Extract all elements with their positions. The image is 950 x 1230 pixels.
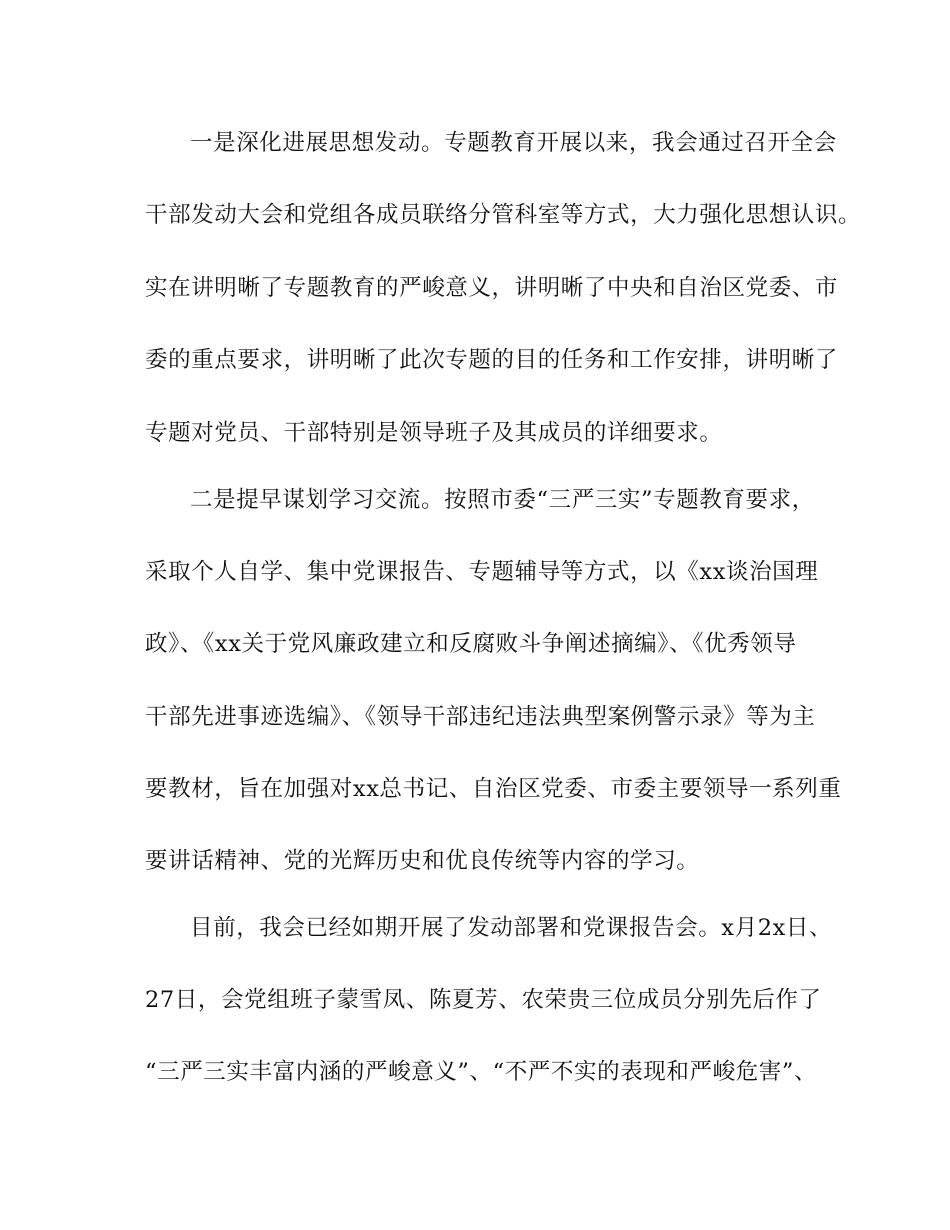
paragraph-1-line-4: 委的重点要求，讲明晰了此次专题的目的任务和工作安排，讲明晰了 (145, 347, 839, 373)
paragraph-2-line-5: 要教材，旨在加强对xx总书记、自治区党委、市委主要领导一系列重 (145, 776, 842, 802)
paragraph-1-line-1: 一是深化进展思想发动。专题教育开展以来，我会通过召开全会 (190, 130, 837, 156)
paragraph-3-line-1: 目前，我会已经如期开展了发动部署和党课报告会。x月2x日、 (190, 915, 833, 941)
paragraph-2-line-6: 要讲话精神、党的光辉历史和优良传统等内容的学习。 (145, 848, 700, 874)
paragraph-2-line-2: 采取个人自学、集中党课报告、专题辅导等方式，以《xx谈治国理 (145, 559, 819, 585)
paragraph-1-line-3: 实在讲明晰了专题教育的严峻意义，讲明晰了中央和自治区党委、市 (145, 275, 839, 301)
paragraph-3-line-2: 27日，会党组班子蒙雪凤、陈夏芳、农荣贵三位成员分别先后作了 (145, 987, 822, 1013)
paragraph-2-line-3: 政》、《xx关于党风廉政建立和反腐败斗争阐述摘编》、《优秀领导 (145, 631, 797, 657)
paragraph-2-line-1: 二是提早谋划学习交流。按照市委“三严三实”专题教育要求， (190, 487, 815, 513)
paragraph-1-line-2: 干部发动大会和党组各成员联络分管科室等方式，大力强化思想认识。 (145, 202, 862, 228)
paragraph-2-line-4: 干部先进事迹选编》、《领导干部违纪违法典型案例警示录》等为主 (145, 704, 816, 730)
paragraph-1-line-5: 专题对党员、干部特别是领导班子及其成员的详细要求。 (145, 420, 723, 446)
paragraph-3-line-3: “三严三实丰富内涵的严峻意义”、“不严不实的表现和严峻危害”、 (145, 1059, 818, 1085)
